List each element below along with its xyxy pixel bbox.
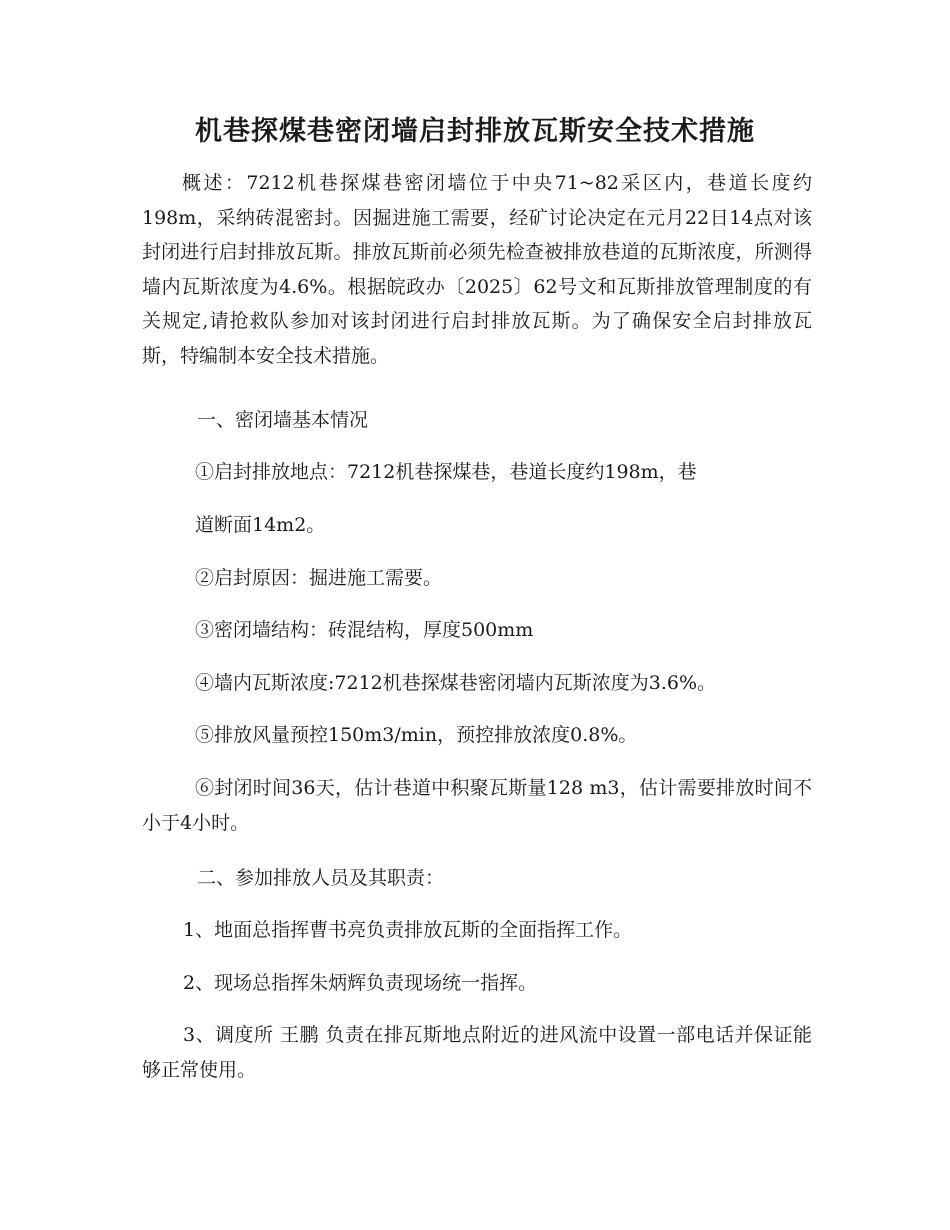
item-1-line-2: 道断面14m2。 [195, 514, 326, 536]
section-2-heading: 二、参加排放人员及其职责： [197, 867, 445, 889]
item-1-line-1: ①启封排放地点：7212机巷探煤巷，巷道长度约198m，巷 [195, 461, 697, 483]
item-3: ③密闭墙结构：砖混结构，厚度500mm [195, 619, 534, 641]
item-4: ④墙内瓦斯浓度:7212机巷探煤巷密闭墙内瓦斯浓度为3.6%。 [195, 672, 717, 694]
item-5: ⑤排放风量预控150m3/min，预控排放浓度0.8%。 [195, 724, 638, 746]
section-1-heading: 一、密闭墙基本情况 [197, 409, 369, 431]
item-6: ⑥封闭时间36天，估计巷道中积聚瓦斯量128 m3，估计需要排放时间不小于4小时。 [142, 777, 812, 834]
duty-1: 1、地面总指挥曹书亮负责排放瓦斯的全面指挥工作。 [183, 919, 633, 941]
item-2: ②启封原因：掘进施工需要。 [195, 567, 443, 589]
document-title: 机巷探煤巷密闭墙启封排放瓦斯安全技术措施 [195, 116, 755, 147]
duty-3: 3、调度所 王鹏 负责在排瓦斯地点附近的进风流中设置一部电话并保证能够正常使用。 [142, 1024, 812, 1081]
overview-paragraph: 概述：7212机巷探煤巷密闭墙位于中央71~82采区内，巷道长度约198m，采纳砖混密封。因掘进施工需要，经矿讨论决定在元月22日14点对该封闭进行启封排放瓦斯。排放瓦斯前必须先检查被排放巷道的瓦斯浓度，所测得墙内瓦斯浓度为4.6%。根据皖政办〔2025〕62号文和瓦斯排放管理制度的有关规定,请抢救队参加对该封闭进行启封排放瓦斯。为了确保安全启封排放瓦斯，特编制本安全技术措施。 [142, 172, 812, 367]
duty-2: 2、现场总指挥朱炳辉负责现场统一指挥。 [183, 972, 538, 994]
